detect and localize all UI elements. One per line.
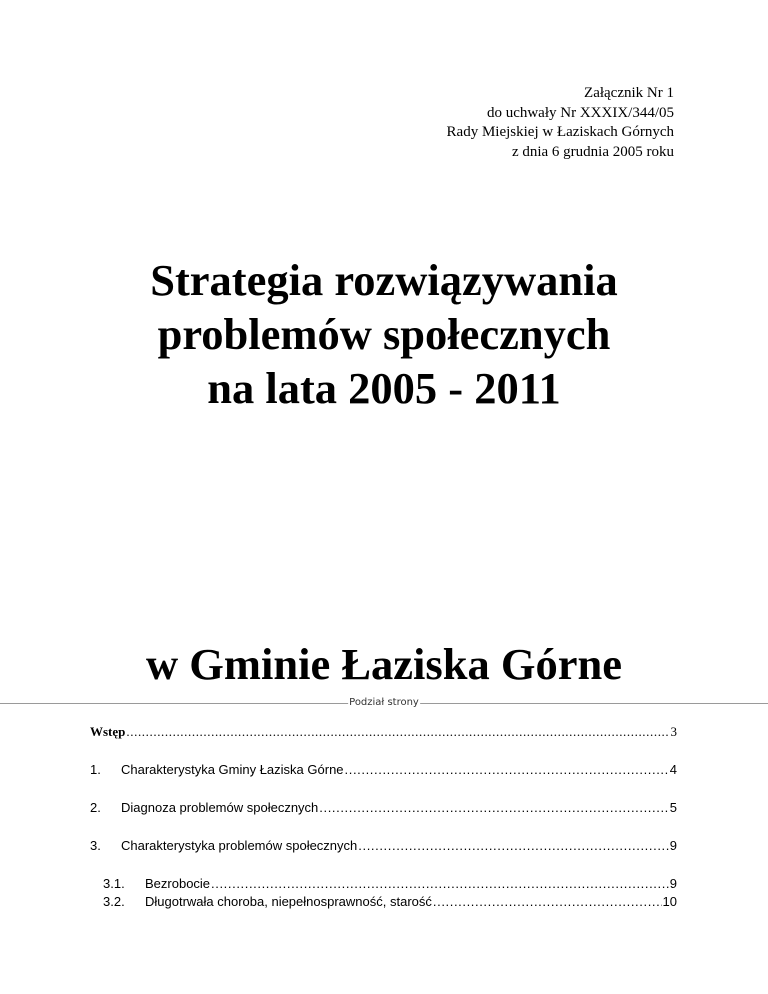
toc-entry-text: Charakterystyka problemów społecznych [121,838,358,853]
toc-entry-3[interactable] [90,838,677,854]
toc-entry-page: 10 [662,894,677,909]
toc-leader-dots [211,876,669,892]
title-line-1: Strategia rozwiązywania [150,255,618,305]
toc-entry-1[interactable] [90,762,677,778]
attachment-header [447,84,674,162]
toc-entry-number: 2. [90,800,101,815]
document-title [0,253,768,415]
toc-entry-number: 3. [90,838,101,853]
resolution-date: z dnia 6 grudnia 2005 roku [511,143,674,160]
toc-entry-text: Diagnoza problemów społecznych [121,800,319,815]
page-break-marker [0,696,768,710]
toc-entry-page: 9 [669,838,677,853]
document-subtitle: w Gminie Łaziska Górne [146,639,622,689]
toc-entry-page: 4 [669,762,677,777]
toc-entry-3-2[interactable] [103,894,677,910]
attachment-number: Załącznik Nr 1 [584,85,674,101]
toc-entry-number: 1. [90,762,101,777]
toc-entry-text: Charakterystyka Gminy Łaziska Górne [121,762,344,777]
toc-entry-number: 3.1. [103,876,125,891]
toc-entry-page: 9 [669,876,677,891]
toc-leader-dots [126,724,669,740]
toc-entry-number: 3.2. [103,894,125,909]
page-break-label: Podział strony [349,697,419,708]
toc-leader-dots [319,800,668,816]
toc-entry-page: 3 [670,724,677,739]
toc-leader-dots [433,894,662,910]
toc-entry-intro[interactable] [90,724,677,740]
toc-leader-dots [358,838,668,854]
council-name: Rady Miejskiej w Łaziskach Górnych [446,124,674,141]
title-line-2: problemów społecznych [157,309,611,359]
toc-entry-text: Wstęp [90,724,126,739]
title-line-3: na lata 2005 - 2011 [207,363,561,413]
toc-entry-2[interactable] [90,800,677,816]
toc-leader-dots [345,762,669,778]
toc-entry-page: 5 [669,800,677,815]
toc-entry-text: Długotrwała choroba, niepełnosprawność, starość [145,894,432,909]
toc-entry-text: Bezrobocie [145,876,211,891]
toc-entry-3-1[interactable] [103,876,677,892]
resolution-number: do uchwały Nr XXXIX/344/05 [486,104,674,121]
